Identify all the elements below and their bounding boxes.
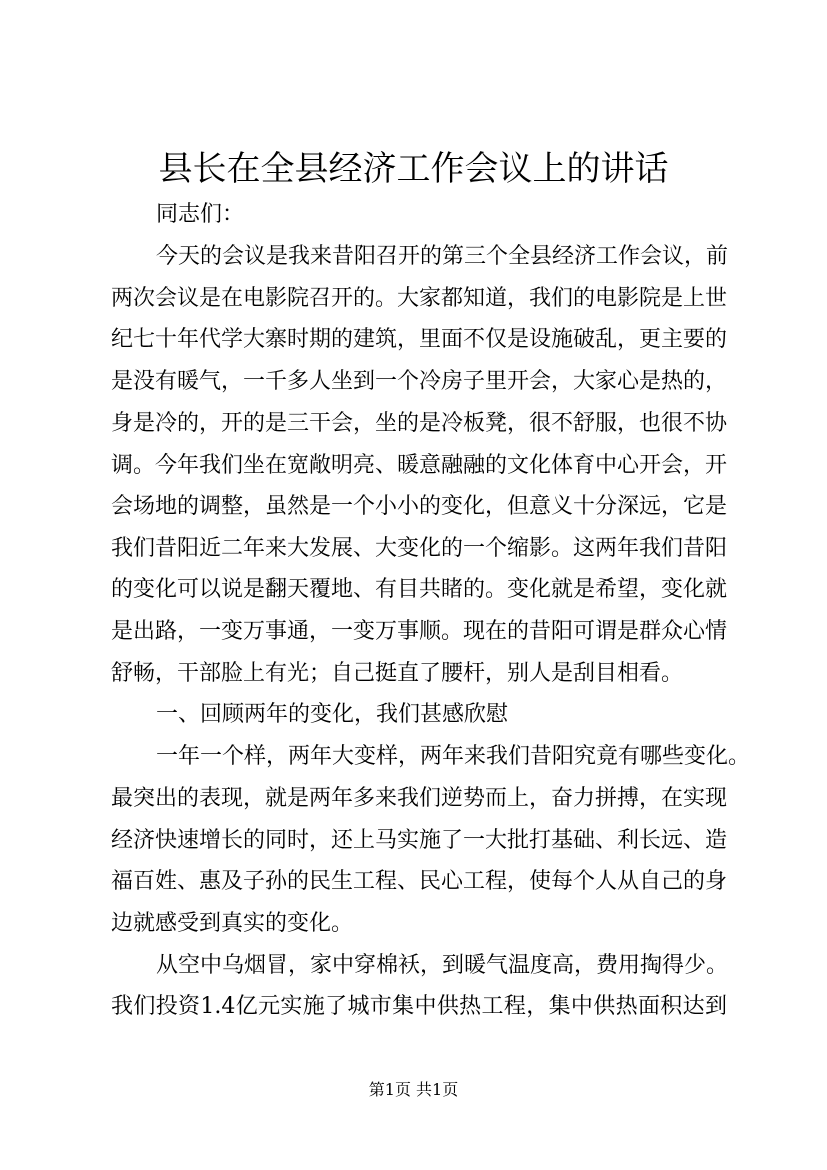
paragraph-line: 是没有暖气，一千多人坐到一个冷房子里开会，大家心是热的， — [111, 369, 728, 394]
paragraph-line: 最突出的表现，就是两年多来我们逆势而上，奋力拼搏，在实现 — [111, 786, 728, 811]
paragraph-line: 今天的会议是我来昔阳召开的第三个全县经济工作会议，前 — [156, 244, 729, 269]
paragraph-line: 舒畅，干部脸上有光；自己挺直了腰杆，别人是刮目相看。 — [111, 661, 684, 686]
paragraph-line: 身是冷的，开的是三干会，坐的是冷板凳，很不舒服，也很不协 — [111, 411, 728, 436]
paragraph-line: 调。今年我们坐在宽敞明亮、暖意融融的文化体育中心开会，开 — [111, 453, 728, 478]
paragraph-line: 从空中乌烟冒，家中穿棉袄，到暖气温度高，费用掏得少。 — [156, 953, 729, 978]
paragraph-line: 是出路，一变万事通，一变万事顺。现在的昔阳可谓是群众心情 — [111, 619, 728, 644]
paragraph-line: 的变化可以说是翻天覆地、有目共睹的。变化就是希望，变化就 — [111, 577, 728, 602]
paragraph-line: 会场地的调整，虽然是一个小小的变化，但意义十分深远，它是 — [111, 494, 728, 519]
paragraph-line: 纪七十年代学大寨时期的建筑，里面不仅是设施破乱，更主要的 — [111, 327, 728, 352]
paragraph-line: 两次会议是在电影院召开的。大家都知道，我们的电影院是上世 — [111, 286, 728, 311]
section-heading: 一、回顾两年的变化，我们甚感欣慰 — [156, 702, 509, 727]
paragraph-line: 边就感受到真实的变化。 — [111, 911, 354, 936]
document-title: 县长在全县经济工作会议上的讲话 — [158, 149, 669, 189]
paragraph-line: 福百姓、惠及子孙的民生工程、民心工程，使每个人从自己的身 — [111, 869, 728, 894]
paragraph-line: 一年一个样，两年大变样，两年来我们昔阳究竟有哪些变化。 — [156, 744, 751, 769]
paragraph-line: 我们昔阳近二年来大发展、大变化的一个缩影。这两年我们昔阳 — [111, 536, 728, 561]
paragraph-line: 我们投资1.4亿元实施了城市集中供热工程，集中供热面积达到 — [111, 994, 727, 1019]
salutation: 同志们： — [156, 202, 245, 227]
paragraph-line: 经济快速增长的同时，还上马实施了一大批打基础、利长远、造 — [111, 828, 728, 853]
page-number: 第1页 共1页 — [368, 1080, 459, 1099]
